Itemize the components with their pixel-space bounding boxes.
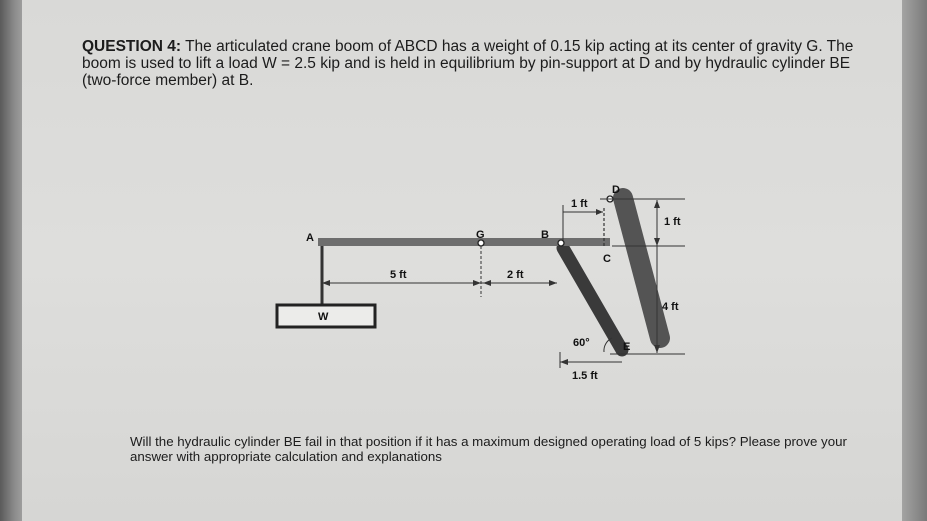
dim-4ft: 4 ft — [662, 301, 679, 313]
arrow-4ft-bottom — [654, 345, 660, 353]
cylinder-be — [563, 248, 622, 350]
arrow-1ft-right-bottom — [654, 238, 660, 246]
angle-60: 60° — [573, 337, 590, 349]
dim-1ft-right: 1 ft — [664, 216, 681, 228]
boom-horizontal — [318, 238, 610, 246]
dim-1ft-top: 1 ft — [571, 198, 588, 210]
dim-5ft: 5 ft — [390, 269, 407, 281]
arrow-2ft-right — [549, 280, 557, 286]
label-a: A — [306, 232, 314, 244]
followup-question: Will the hydraulic cylinder BE fail in that position if it has a maximum designed operating load of 5 kips? Please prove your answer with appropriate calculation and explanations — [130, 434, 847, 464]
label-d: D — [612, 184, 620, 196]
pin-b — [558, 240, 564, 246]
boom-arm-d — [623, 198, 660, 338]
arrow-5ft-right — [473, 280, 481, 286]
question-body: The articulated crane boom of ABCD has a weight of 0.15 kip acting at its center of gravity G. The boom is used to lift a load W = 2.5 kip and is held in equilibrium by pin-support at D and by hydraulic cylinder BE (two-force member) at B. — [82, 38, 854, 89]
label-c: C — [603, 253, 611, 265]
arrow-1ft-right-top — [654, 200, 660, 208]
label-b: B — [541, 229, 549, 241]
label-e: E — [623, 341, 631, 353]
arrow-1ft-top — [596, 209, 603, 215]
arrow-2ft-left — [483, 280, 491, 286]
dim-2ft: 2 ft — [507, 269, 524, 281]
label-w: W — [318, 311, 329, 323]
arrow-1-5ft-left — [560, 359, 568, 365]
question-number: QUESTION 4: — [82, 38, 182, 55]
label-g: G — [476, 229, 485, 241]
dim-1-5ft: 1.5 ft — [572, 370, 598, 382]
